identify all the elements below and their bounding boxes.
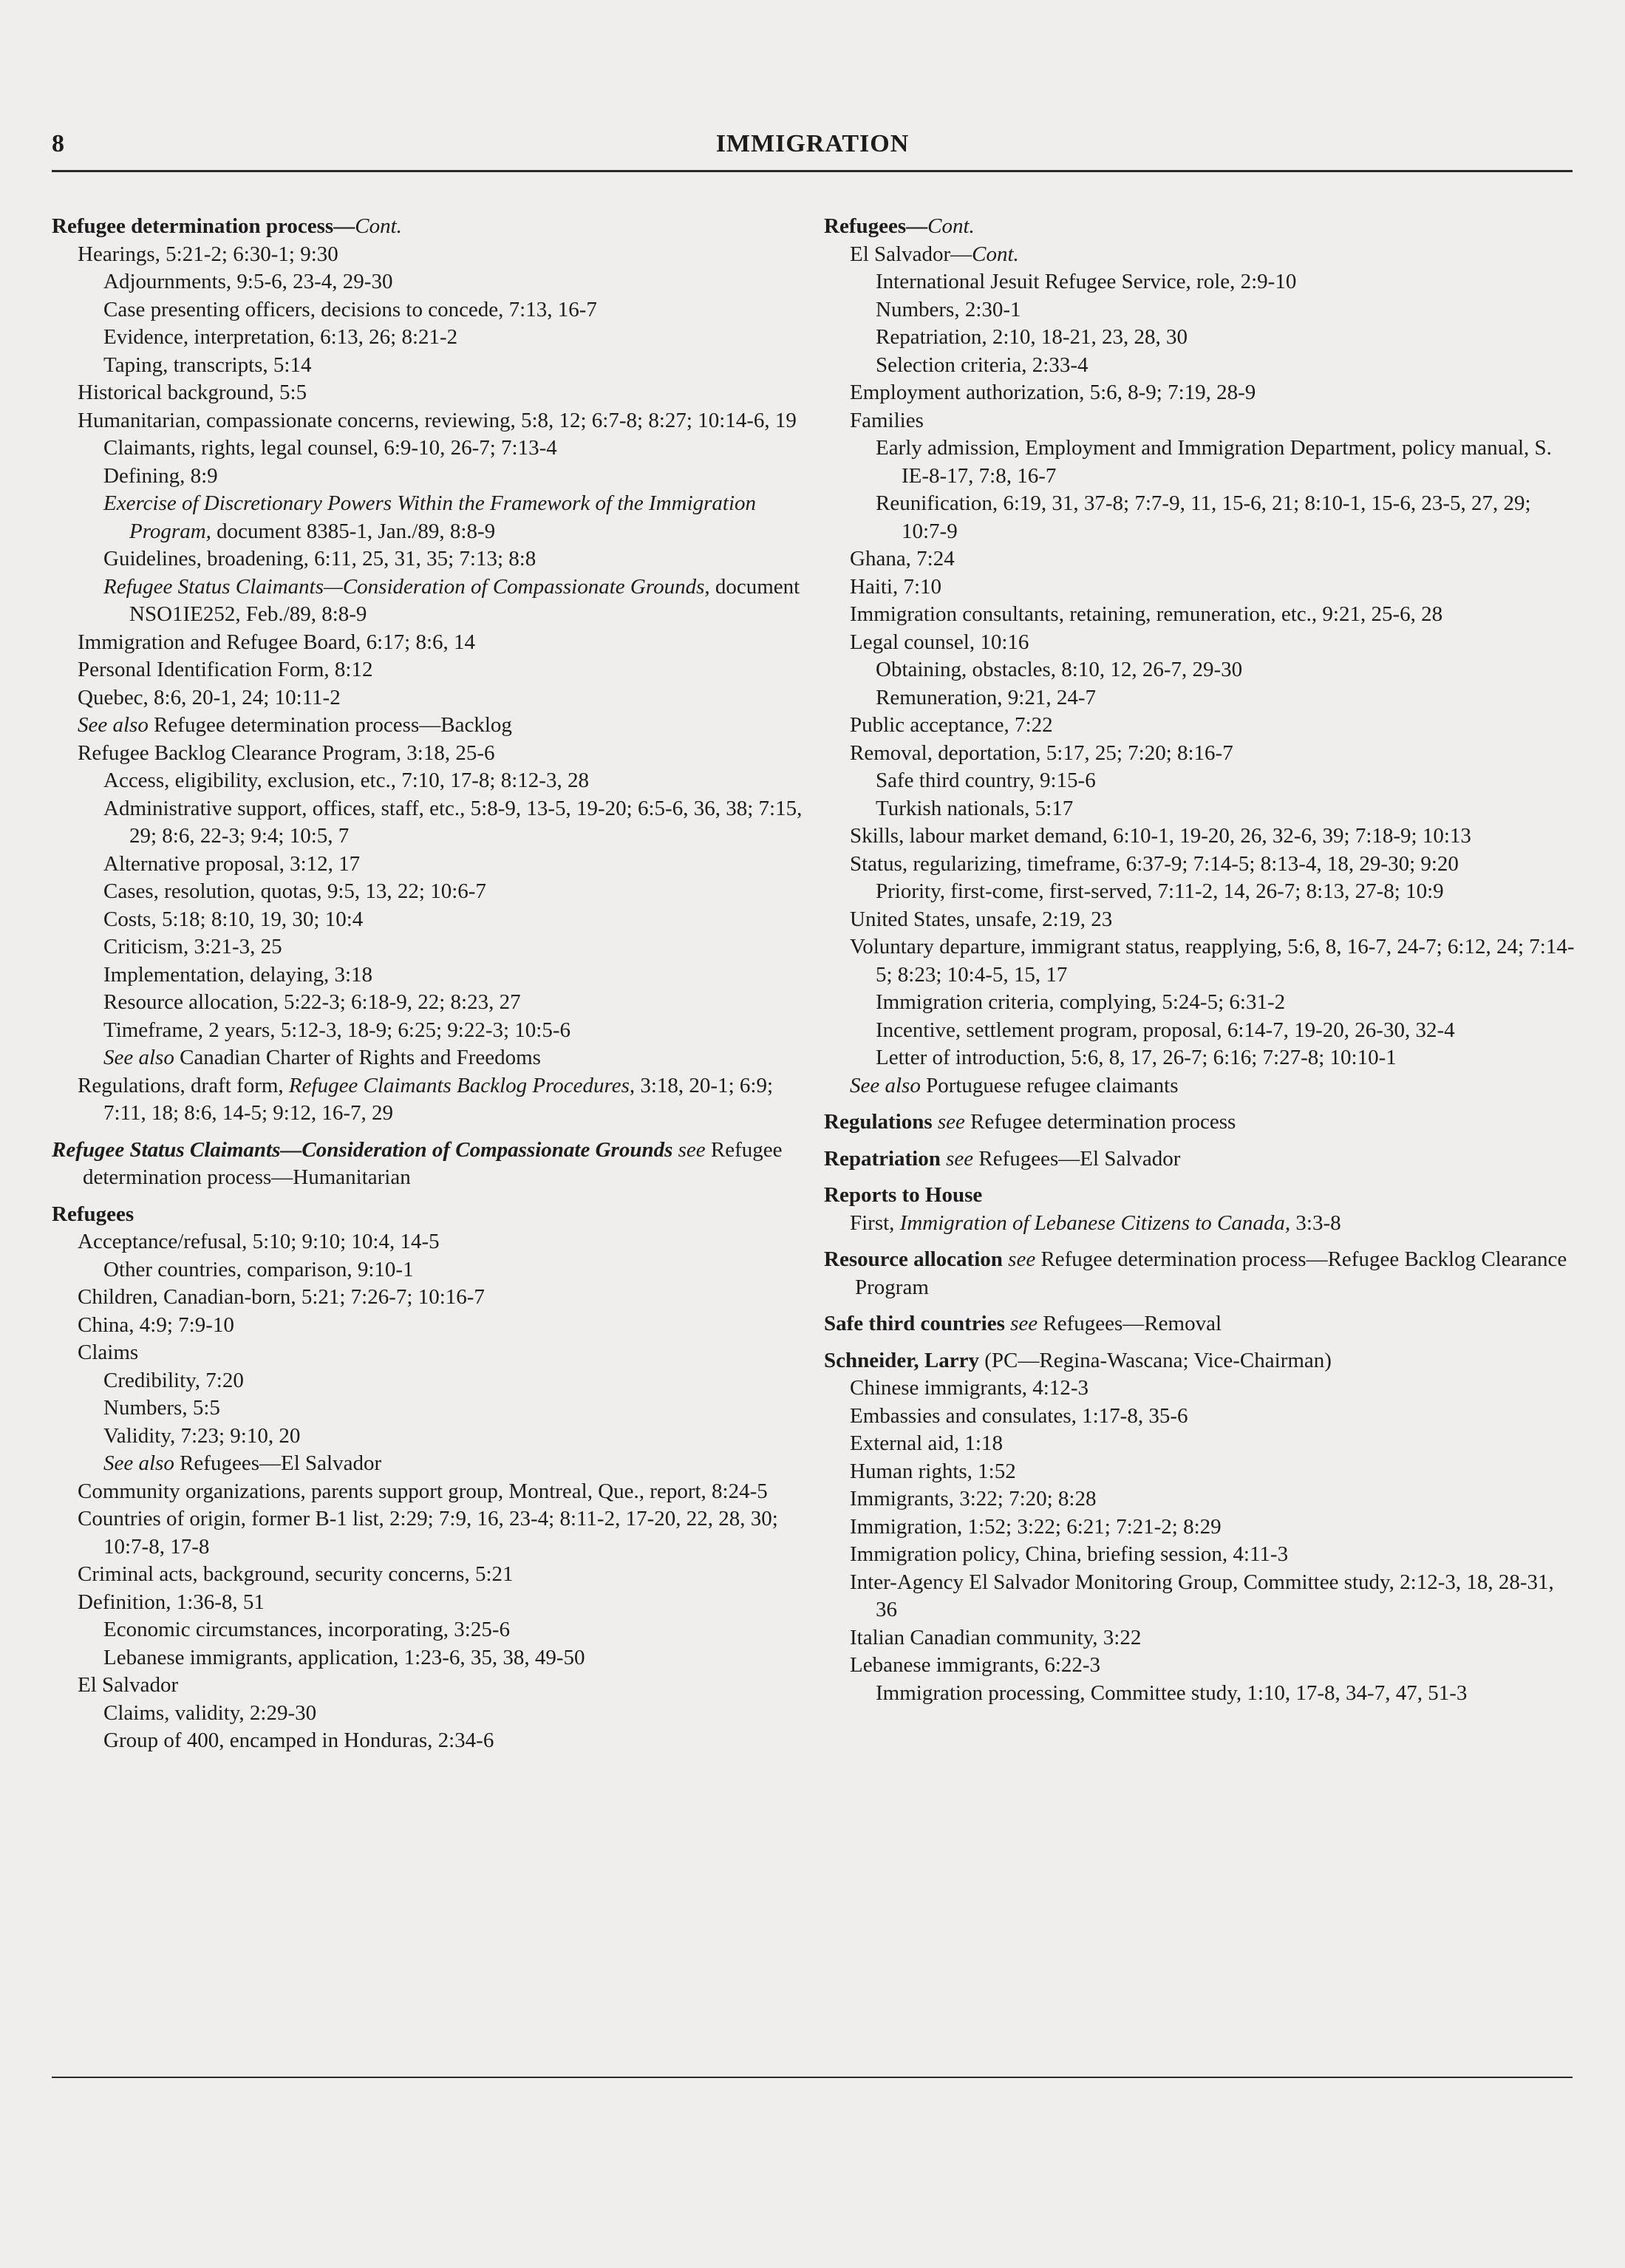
entry-italic: Cont. (972, 242, 1019, 266)
index-subentry (824, 740, 1578, 768)
index-heading (824, 1145, 1578, 1174)
entry-text: Public acceptance, 7:22 (850, 713, 1053, 737)
index-subentry (824, 1044, 1578, 1072)
index-subentry (52, 545, 813, 573)
index-subentry (52, 684, 813, 712)
index-heading (824, 1347, 1578, 1375)
entry-text: Access, eligibility, exclusion, etc., 7:10, 17-8; 8:12-3, 28 (103, 769, 589, 792)
entry-text: (PC—Regina-Wascana; Vice-Chairman) (978, 1348, 1332, 1372)
entry-text: Removal, deportation, 5:17, 25; 7:20; 8:16-7 (850, 740, 1233, 765)
entry-head: Schneider, Larry (824, 1348, 979, 1372)
index-subentry (824, 1017, 1578, 1045)
index-subentry (52, 324, 813, 352)
entry-head: Refugees (52, 1202, 134, 1226)
entry-text: Early admission, Employment and Immigration Department, policy manual, S. IE-8-17, 7:8, 16-7 (876, 436, 1552, 488)
entry-head: Resource allocation (824, 1247, 1003, 1271)
entry-italic: See also (103, 1046, 174, 1069)
index-subentry (824, 296, 1578, 324)
index-subentry (824, 268, 1578, 296)
index-subentry (824, 490, 1578, 545)
entry-text: Canadian Charter of Rights and Freedoms (174, 1046, 541, 1069)
header-rule (52, 170, 1573, 172)
entry-text: Immigration and Refugee Board, 6:17; 8:6, 14 (78, 630, 476, 654)
entry-italic: Exercise of Discretionary Powers Within the Framework of the Immigration Program, (103, 491, 757, 543)
entry-text: Costs, 5:18; 8:10, 19, 30; 10:4 (103, 907, 364, 931)
index-subentry (52, 1423, 813, 1451)
entry-text: Alternative proposal, 3:12, 17 (103, 851, 361, 876)
index-subentry (824, 851, 1578, 879)
index-subentry (824, 1403, 1578, 1431)
index-subentry (52, 1017, 813, 1045)
index-subentry (52, 878, 813, 906)
entry-text: Personal Identification Form, 8:12 (78, 658, 373, 681)
index-subentry (52, 1228, 813, 1256)
index-subentry (824, 407, 1578, 435)
entry-text: Embassies and consulates, 1:17-8, 35-6 (850, 1403, 1188, 1428)
index-subentry (52, 989, 813, 1017)
index-heading (52, 213, 813, 241)
index-subentry (824, 933, 1578, 989)
entry-italic: See also (103, 1451, 174, 1475)
entry-text: Resource allocation, 5:22-3; 6:18-9, 22; 8:23, 27 (103, 990, 521, 1014)
index-subentry (824, 352, 1578, 380)
entry-text: Haiti, 7:10 (850, 574, 942, 599)
entry-text: Evidence, interpretation, 6:13, 26; 8:21-2 (103, 325, 458, 349)
index-subentry (52, 1312, 813, 1340)
index-subentry (824, 823, 1578, 851)
entry-text: Reunification, 6:19, 31, 37-8; 7:7-9, 11, 15-6, 21; 8:10-1, 15-6, 23-5, 27, 29; 10:7-9 (876, 491, 1531, 543)
index-subentry (824, 684, 1578, 712)
entry-text: Community organizations, parents support group, Montreal, Que., report, 8:24-5 (78, 1479, 768, 1503)
entry-text: Group of 400, encamped in Honduras, 2:34-6 (103, 1729, 494, 1752)
index-subentry (52, 1672, 813, 1700)
index-subentry (824, 629, 1578, 657)
entry-text: Other countries, comparison, 9:10-1 (103, 1257, 414, 1281)
entry-italic: See also (850, 1073, 921, 1097)
page-number: 8 (52, 130, 64, 157)
index-subentry (824, 1541, 1578, 1569)
index-subentry (52, 1478, 813, 1506)
entry-text: Numbers, 2:30-1 (876, 297, 1021, 321)
entry-text: Regulations, draft form, (78, 1073, 289, 1097)
index-subentry (824, 1624, 1578, 1652)
entry-text: First, (850, 1210, 900, 1235)
footer-rule (52, 2077, 1573, 2078)
index-subentry (824, 545, 1578, 573)
entry-italic: Refugee Status Claimants—Consideration of Compassionate Grounds, (103, 574, 710, 599)
index-subentry (52, 629, 813, 657)
index-subentry (52, 1727, 813, 1755)
entry-text: Turkish nationals, 5:17 (876, 796, 1074, 820)
entry-text: Case presenting officers, decisions to concede, 7:13, 16-7 (103, 297, 597, 321)
index-column-right (824, 213, 1578, 1707)
entry-head-italic: Refugee Status Claimants—Consideration of Compassionate Grounds (52, 1137, 673, 1162)
entry-text: International Jesuit Refugee Service, role, 2:9-10 (876, 270, 1297, 293)
entry-text: Immigration consultants, retaining, remuneration, etc., 9:21, 25-6, 28 (850, 602, 1443, 626)
entry-text: Remuneration, 9:21, 24-7 (876, 685, 1097, 709)
index-subentry (52, 933, 813, 961)
index-subentry (52, 463, 813, 491)
entry-text: Defining, 8:9 (103, 463, 218, 488)
entry-head-see: see (940, 1146, 974, 1171)
entry-text: Historical background, 5:5 (78, 381, 307, 404)
index-heading (52, 1201, 813, 1229)
entry-text: Claimants, rights, legal counsel, 6:9-10, 26-7; 7:13-4 (103, 436, 557, 460)
entry-text: Refugees—El Salvador (174, 1451, 382, 1475)
index-subentry (52, 1044, 813, 1072)
index-heading (824, 1182, 1578, 1210)
entry-text: Administrative support, offices, staff, etc., 5:8-9, 13-5, 19-20; 6:5-6, 36, 38; 7:15, 29; 8:6, 22-3; 9:4; 10:5, 7 (103, 796, 803, 848)
entry-text: Human rights, 1:52 (850, 1459, 1016, 1483)
entry-italic2: Refugee Claimants Backlog Procedures, (288, 1073, 636, 1097)
entry-text: Hearings, 5:21-2; 6:30-1; 9:30 (78, 242, 338, 266)
entry-text: Children, Canadian-born, 5:21; 7:26-7; 10:16-7 (78, 1285, 485, 1309)
entry-text: Claims, validity, 2:29-30 (103, 1700, 317, 1725)
index-subentry (824, 601, 1578, 629)
entry-head-see: see (672, 1137, 706, 1162)
entry-text: Quebec, 8:6, 20-1, 24; 10:11-2 (78, 685, 341, 709)
entry-text2: 3:18, 20-1; 6:9; 7:11, 18; 8:6, 14-5; 9:12, 16-7, 29 (103, 1073, 773, 1125)
index-subentry (52, 490, 813, 545)
entry-text: Cases, resolution, quotas, 9:5, 13, 22; 10:6-7 (103, 879, 486, 903)
entry-text: Immigration policy, China, briefing session, 4:11-3 (850, 1542, 1289, 1566)
index-subentry (52, 241, 813, 269)
entry-text: Immigration processing, Committee study, 1:10, 17-8, 34-7, 47, 51-3 (876, 1680, 1468, 1705)
entry-text: External aid, 1:18 (850, 1431, 1003, 1455)
entry-text: Chinese immigrants, 4:12-3 (850, 1376, 1089, 1400)
index-subentry (824, 1485, 1578, 1513)
index-subentry (52, 379, 813, 407)
entry-text: Definition, 1:36-8, 51 (78, 1590, 265, 1614)
index-subentry (52, 740, 813, 768)
index-subentry (52, 712, 813, 740)
entry-italic: See also (78, 713, 149, 737)
entry-text: Credibility, 7:20 (103, 1368, 244, 1392)
entry-text: Repatriation, 2:10, 18-21, 23, 28, 30 (876, 325, 1188, 349)
index-subentry (824, 906, 1578, 934)
entry-head-see: see (1002, 1247, 1036, 1271)
entry-text: Lebanese immigrants, application, 1:23-6, 35, 38, 49-50 (103, 1645, 585, 1669)
index-subentry (52, 1505, 813, 1561)
entry-text: Refugee determination process—Backlog (148, 713, 512, 737)
index-subentry (52, 352, 813, 380)
entry-text: document NSO1IE252, Feb./89, 8:8-9 (129, 574, 800, 626)
entry-text: Skills, labour market demand, 6:10-1, 19-20, 26, 32-6, 39; 7:18-9; 10:13 (850, 824, 1471, 848)
entry-text: Countries of origin, former B-1 list, 2:29; 7:9, 16, 23-4; 8:11-2, 17-20, 22, 28, 30; 10:7-8, 17-8 (78, 1507, 778, 1559)
index-heading (52, 1137, 813, 1192)
index-subentry (824, 878, 1578, 906)
entry-text: Refugee Backlog Clearance Program, 3:18, 25-6 (78, 740, 495, 765)
entry-text: Validity, 7:23; 9:10, 20 (103, 1423, 301, 1448)
entry-text: Legal counsel, 10:16 (850, 630, 1029, 654)
index-subentry (52, 906, 813, 934)
entry-text: Priority, first-come, first-served, 7:11-2, 14, 26-7; 8:13, 27-8; 10:9 (876, 879, 1444, 903)
entry-text: Adjournments, 9:5-6, 23-4, 29-30 (103, 270, 393, 293)
entry-text: Inter-Agency El Salvador Monitoring Group, Committee study, 2:12-3, 18, 28-31, 36 (850, 1570, 1554, 1621)
entry-text: Refugee determination process—Refugee Backlog Clearance Program (855, 1247, 1567, 1299)
entry-text: El Salvador— (850, 242, 972, 266)
index-subentry (824, 1375, 1578, 1403)
entry-text: Refugees—Removal (1038, 1312, 1222, 1335)
index-subentry (52, 573, 813, 629)
index-subentry (824, 573, 1578, 602)
entry-text: Letter of introduction, 5:6, 8, 17, 26-7; 6:16; 7:27-8; 10:10-1 (876, 1046, 1397, 1069)
index-subentry (824, 379, 1578, 407)
entry-text: Portuguese refugee claimants (920, 1073, 1179, 1097)
entry-text: Incentive, settlement program, proposal, 6:14-7, 19-20, 26-30, 32-4 (876, 1018, 1455, 1042)
index-subentry (824, 989, 1578, 1017)
index-subentry (52, 656, 813, 684)
entry-italic: Immigration of Lebanese Citizens to Canada, (899, 1210, 1291, 1235)
index-subentry (52, 1589, 813, 1617)
entry-text: Obtaining, obstacles, 8:10, 12, 26-7, 29-30 (876, 658, 1243, 681)
entry-text: Refugee determination process (964, 1110, 1236, 1134)
index-subentry (52, 961, 813, 990)
index-subentry (52, 1450, 813, 1478)
index-subentry (824, 1210, 1578, 1238)
entry-text: Employment authorization, 5:6, 8-9; 7:19, 28-9 (850, 381, 1256, 404)
index-subentry (52, 1644, 813, 1672)
index-heading (824, 213, 1578, 241)
index-subentry (824, 795, 1578, 823)
index-heading (824, 1310, 1578, 1338)
entry-text: Immigration criteria, complying, 5:24-5; 6:31-2 (876, 990, 1286, 1014)
index-subentry (824, 1430, 1578, 1458)
index-heading (824, 1109, 1578, 1137)
index-subentry (824, 1458, 1578, 1486)
entry-text: Humanitarian, compassionate concerns, reviewing, 5:8, 12; 6:7-8; 8:27; 10:14-6, 19 (78, 408, 797, 432)
entry-text: Refugee determination process—Humanitarian (83, 1137, 783, 1189)
entry-head-see: see (1004, 1312, 1038, 1335)
index-subentry (52, 407, 813, 435)
index-subentry (824, 241, 1578, 269)
index-subentry (824, 324, 1578, 352)
entry-head-italic: Cont. (355, 214, 402, 238)
entry-head: Refugees— (824, 214, 928, 238)
index-column-left (52, 213, 813, 1755)
index-subentry (52, 1072, 813, 1128)
index-subentry (52, 1367, 813, 1395)
index-subentry (52, 1256, 813, 1284)
entry-text: Ghana, 7:24 (850, 547, 955, 571)
index-subentry (52, 1394, 813, 1423)
index-subentry (52, 1616, 813, 1644)
entry-text: Refugees—El Salvador (973, 1146, 1181, 1171)
entry-text: Guidelines, broadening, 6:11, 25, 31, 35; 7:13; 8:8 (103, 547, 536, 571)
index-subentry (52, 296, 813, 324)
entry-head: Safe third countries (824, 1312, 1005, 1335)
entry-text: Immigrants, 3:22; 7:20; 8:28 (850, 1487, 1097, 1511)
entry-text: Safe third country, 9:15-6 (876, 769, 1096, 792)
index-subentry (824, 656, 1578, 684)
entry-text: Immigration, 1:52; 3:22; 6:21; 7:21-2; 8:29 (850, 1514, 1222, 1539)
index-subentry (824, 767, 1578, 795)
entry-text: El Salvador (78, 1673, 179, 1697)
index-subentry (824, 1569, 1578, 1624)
index-subentry (52, 1339, 813, 1367)
index-subentry (824, 1652, 1578, 1680)
entry-text: China, 4:9; 7:9-10 (78, 1312, 234, 1337)
entry-text: Criminal acts, background, security concerns, 5:21 (78, 1562, 514, 1586)
index-subentry (824, 435, 1578, 490)
page-title: IMMIGRATION (715, 130, 910, 157)
index-subentry (824, 1072, 1578, 1100)
entry-text: Lebanese immigrants, 6:22-3 (850, 1653, 1101, 1677)
index-subentry (824, 1513, 1578, 1542)
index-subentry (824, 712, 1578, 740)
entry-text: Claims (78, 1341, 139, 1364)
entry-text: Taping, transcripts, 5:14 (103, 353, 312, 377)
index-subentry (52, 435, 813, 463)
index-subentry (52, 268, 813, 296)
entry-text: Selection criteria, 2:33-4 (876, 353, 1089, 377)
index-subentry (52, 795, 813, 851)
entry-text2: 3:3-8 (1290, 1210, 1341, 1235)
entry-text: Acceptance/refusal, 5:10; 9:10; 10:4, 14-5 (78, 1230, 440, 1253)
entry-text: Timeframe, 2 years, 5:12-3, 18-9; 6:25; 9:22-3; 10:5-6 (103, 1018, 571, 1042)
entry-text: Families (850, 408, 924, 432)
entry-text: Economic circumstances, incorporating, 3:25-6 (103, 1618, 511, 1641)
entry-text: Voluntary departure, immigrant status, reapplying, 5:6, 8, 16-7, 24-7; 6:12, 24; 7:14-5; 8:23; 10:4-5, 15, 17 (850, 935, 1575, 987)
index-subentry (824, 1680, 1578, 1708)
entry-text: United States, unsafe, 2:19, 23 (850, 907, 1113, 931)
index-subentry (52, 1700, 813, 1728)
entry-head: Refugee determination process— (52, 214, 355, 238)
entry-text: Status, regularizing, timeframe, 6:37-9; 7:14-5; 8:13-4, 18, 29-30; 9:20 (850, 851, 1459, 876)
entry-text: Italian Canadian community, 3:22 (850, 1625, 1142, 1649)
entry-text: Criticism, 3:21-3, 25 (103, 935, 282, 958)
entry-head: Regulations (824, 1110, 933, 1134)
index-heading (824, 1246, 1578, 1301)
index-subentry (52, 1284, 813, 1312)
entry-text: Implementation, delaying, 3:18 (103, 962, 373, 987)
entry-head-see: see (932, 1110, 965, 1134)
entry-head: Reports to House (824, 1183, 983, 1207)
index-subentry (52, 767, 813, 795)
index-subentry (52, 1561, 813, 1589)
entry-head: Repatriation (824, 1146, 941, 1171)
entry-head-italic: Cont. (927, 214, 975, 238)
index-subentry (52, 851, 813, 879)
entry-text: Numbers, 5:5 (103, 1396, 220, 1420)
entry-text: document 8385-1, Jan./89, 8:8-9 (211, 519, 496, 543)
